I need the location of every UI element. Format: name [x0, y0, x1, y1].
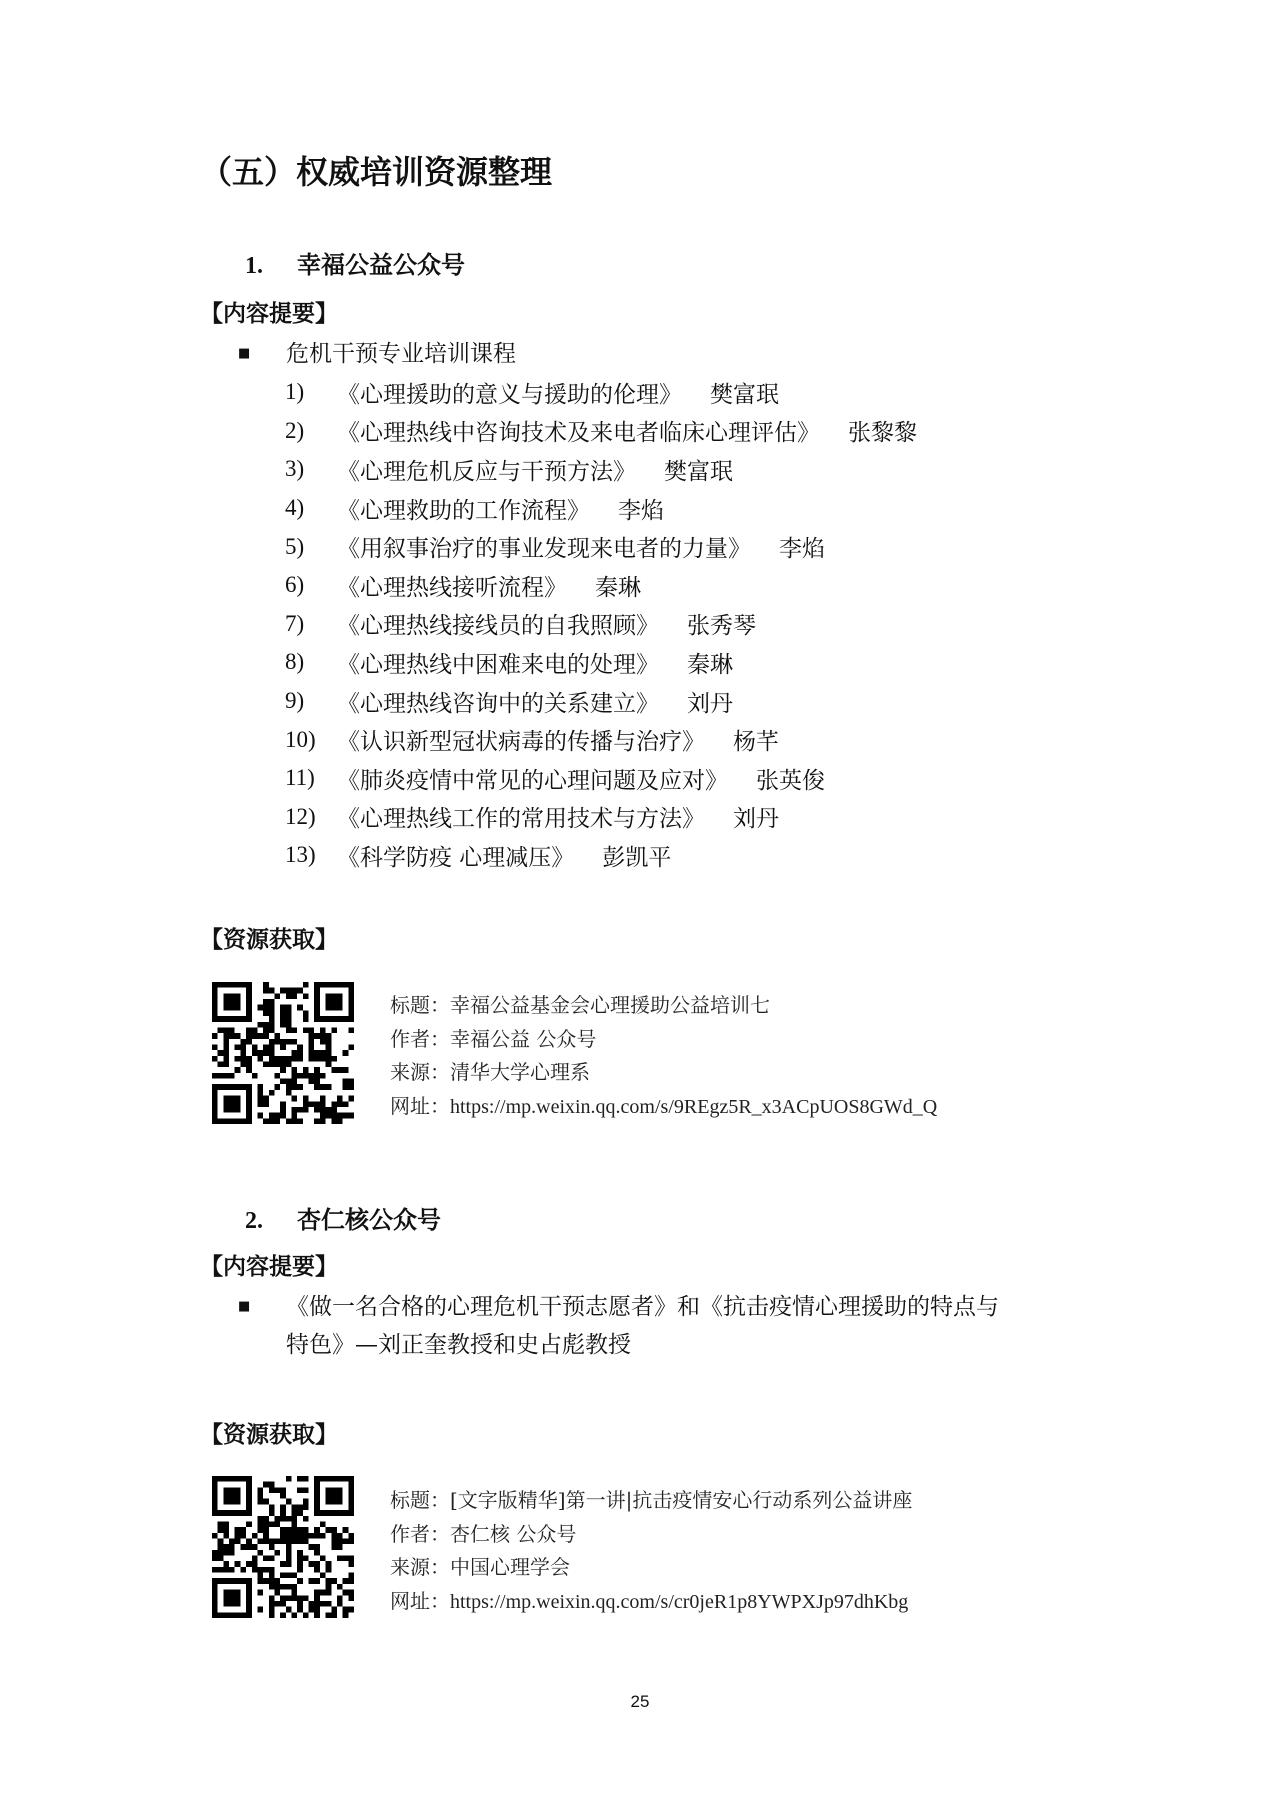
- item-number: 11): [285, 765, 315, 791]
- section-2-bullet-line-2: 特色》—刘正奎教授和史占彪教授: [286, 1332, 631, 1358]
- item-title: 《心理救助的工作流程》: [337, 497, 590, 524]
- resource-source-line: 来源：清华大学心理系: [390, 1060, 590, 1084]
- item-author: 秦琳: [595, 574, 641, 601]
- list-item: [285, 412, 917, 451]
- section-1-resource-info: [390, 989, 937, 1124]
- item-title: 《心理热线接听流程》: [337, 574, 567, 601]
- section-1-number: 1.: [245, 253, 263, 279]
- item-number: 8): [285, 649, 305, 675]
- resource-url-line: [390, 1090, 937, 1125]
- section-1-resource-label: 【资源获取】: [200, 927, 338, 953]
- list-item: [285, 566, 917, 605]
- item-number: 5): [285, 533, 305, 559]
- item-author: 张英俊: [756, 767, 825, 794]
- item-title: 《科学防疫 心理减压》: [337, 844, 575, 871]
- qr-code-icon: [212, 1476, 354, 1618]
- item-number: 6): [285, 572, 305, 598]
- section-1-bullet: [238, 335, 516, 373]
- list-item: [285, 373, 917, 412]
- item-author: 秦琳: [687, 651, 733, 678]
- resource-author-line: 作者：幸福公益 公众号: [390, 1026, 597, 1051]
- list-item: [285, 798, 917, 837]
- item-author: 樊富珉: [710, 381, 779, 408]
- item-title: 《用叙事治疗的事业发现来电者的力量》: [337, 536, 751, 563]
- resource-title-line: 标题：[文字版精华]第一讲|抗击疫情安心行动系列公益讲座: [390, 1488, 913, 1512]
- section-2-number: 2.: [245, 1208, 263, 1234]
- list-item: [285, 450, 917, 489]
- item-title: 《心理危机反应与干预方法》: [337, 458, 636, 485]
- resource-url-link[interactable]: https://mp.weixin.qq.com/s/9REgz5R_x3ACpUOS8GWd_Q: [450, 1095, 938, 1118]
- item-title: 《心理热线咨询中的关系建立》: [337, 690, 659, 717]
- list-item: [285, 489, 917, 528]
- list-item: [285, 605, 917, 644]
- item-number: 9): [285, 688, 305, 714]
- section-2-bullet: [238, 1288, 999, 1364]
- page-number: 25: [630, 1692, 650, 1711]
- list-item: [285, 643, 917, 682]
- item-author: 刘丹: [733, 806, 779, 833]
- section-2-title: 杏仁核公众号: [297, 1206, 441, 1234]
- section-2-summary-label: 【内容提要】: [200, 1254, 338, 1280]
- resource-source-line: 来源：中国心理学会: [390, 1555, 570, 1579]
- item-title: 《心理热线工作的常用技术与方法》: [337, 806, 705, 833]
- item-number: 13): [285, 842, 316, 868]
- list-item: [285, 759, 917, 798]
- item-title: 《肺炎疫情中常见的心理问题及应对》: [337, 767, 728, 794]
- item-author: 樊富珉: [664, 458, 733, 485]
- item-title: 《心理援助的意义与援助的伦理》: [337, 381, 682, 408]
- item-number: 7): [285, 610, 305, 636]
- section-2-bullet-line-1: 《做一名合格的心理危机干预志愿者》和《抗击疫情心理援助的特点与: [286, 1294, 999, 1320]
- list-item: [285, 720, 917, 759]
- qr-code-icon: [212, 982, 354, 1124]
- list-item: [285, 836, 917, 875]
- item-number: 2): [285, 417, 305, 443]
- course-list: [285, 373, 917, 875]
- item-author: 李焰: [618, 497, 664, 524]
- item-author: 杨芊: [733, 729, 779, 756]
- resource-url-link[interactable]: https://mp.weixin.qq.com/s/cr0jeR1p8YWPXJp97dhKbg: [450, 1590, 909, 1613]
- item-number: 3): [285, 456, 305, 482]
- item-number: 10): [285, 726, 316, 752]
- item-author: 李焰: [779, 536, 825, 563]
- resource-url-line: [390, 1585, 912, 1620]
- list-item: [285, 527, 917, 566]
- square-bullet-icon: ■: [238, 1299, 251, 1314]
- section-1-heading: [245, 248, 465, 283]
- url-label: 网址：: [390, 1588, 450, 1613]
- section-2-resource-info: [390, 1484, 912, 1619]
- resource-author-line: 作者：杏仁核 公众号: [390, 1521, 577, 1546]
- section-title: （五）权威培训资源整理: [200, 153, 553, 191]
- item-title: 《心理热线接线员的自我照顾》: [337, 613, 659, 640]
- resource-title-line: 标题：幸福公益基金会心理援助公益培训七: [390, 993, 770, 1017]
- section-1-title: 幸福公益公众号: [297, 251, 465, 279]
- item-title: 《心理热线中咨询技术及来电者临床心理评估》: [337, 420, 820, 447]
- item-author: 张黎黎: [848, 420, 917, 447]
- item-title: 《认识新型冠状病毒的传播与治疗》: [337, 729, 705, 756]
- url-label: 网址：: [390, 1093, 450, 1118]
- item-number: 1): [285, 379, 305, 405]
- item-author: 刘丹: [687, 690, 733, 717]
- list-item: [285, 682, 917, 721]
- item-title: 《心理热线中困难来电的处理》: [337, 651, 659, 678]
- section-2-heading: [245, 1203, 441, 1238]
- section-1-summary-label: 【内容提要】: [200, 301, 338, 327]
- item-number: 4): [285, 495, 305, 521]
- section-1-bullet-text: 危机干预专业培训课程: [286, 341, 516, 367]
- item-author: 张秀琴: [687, 613, 756, 640]
- section-2-resource-label: 【资源获取】: [200, 1422, 338, 1448]
- item-author: 彭凯平: [602, 844, 672, 871]
- item-number: 12): [285, 803, 316, 829]
- square-bullet-icon: ■: [238, 346, 251, 361]
